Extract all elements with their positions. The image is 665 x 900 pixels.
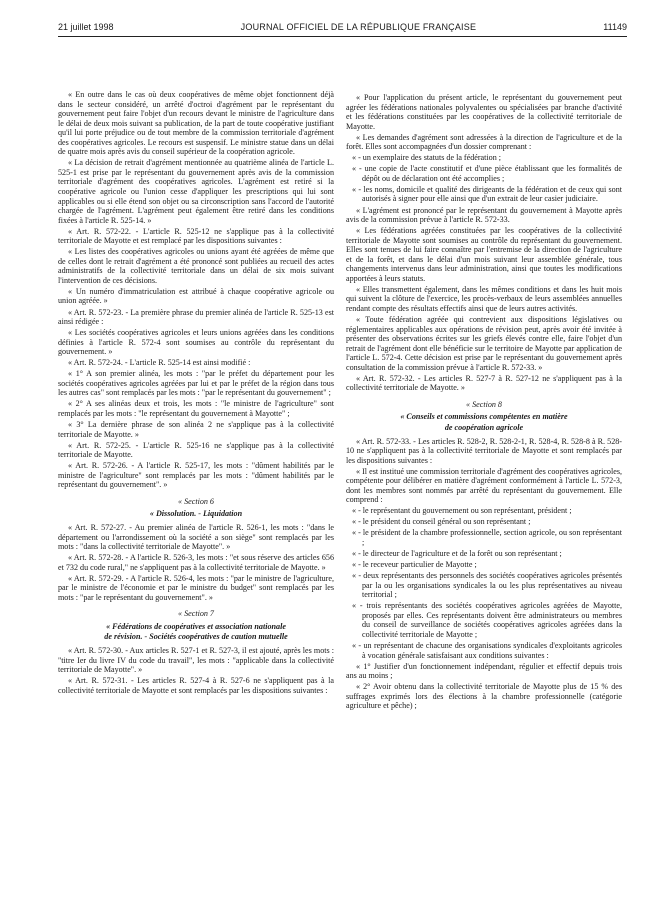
section-heading: « Conseils et commissions compétentes en matière xyxy=(400,412,568,422)
paragraph: « 1° Justifier d'un fonctionnement indépendant, régulier et effectif depuis trois ans au moins ; xyxy=(346,661,622,681)
list-item: « - un représentant de chacune des organisations syndicales d'exploitants agricoles à vocation générale satisfaisant aux conditions suivantes : xyxy=(352,640,622,660)
paragraph: « En outre dans le cas où deux coopératives de même objet fonctionnent déjà dans le secteur considéré, un arrêté d'octroi d'agrément par le représentant du gouvernement peut faire l'objet d'un recours devant le ministre de l'agriculture dans le délai de deux mois suivant sa publication, de la part de toute coopérative justifiant qu'il lui porte préjudice ou de tout membre de la commission territoriale d'agrément des coopératives agricoles. Le recours est suspensif. Le ministre statue dans un délai de quatre mois après avis du conseil supérieur de la coopération agricole. xyxy=(58,90,334,157)
paragraph: « Les fédérations agréées constituées par les coopératives de la collectivité territoriale de Mayotte sont soumises au contrôle du représentant du gouvernement. Elles sont tenues de lui faire connaître par l'entremise de la direction de l'agriculture et de la forêt, et dans le délai d'un mois suivant leur assemblée générale, tous changements intervenus dans leur administration, ainsi que toutes les modifications apportées à leurs statuts. xyxy=(346,226,622,283)
paragraph: « Art. R. 572-23. - La première phrase du premier alinéa de l'article R. 525-13 est ainsi rédigée : xyxy=(58,307,334,327)
section-number: « Section 6 xyxy=(178,496,214,506)
paragraph: « Art. R. 572-24. - L'article R. 525-14 est ainsi modifié : xyxy=(68,358,251,368)
paragraph: « 2° A ses alinéas deux et trois, les mots : "le ministre de l'agriculture" sont remplacés par les mots : "le représentant du gouvernement à Mayotte" ; xyxy=(58,399,334,418)
list-item: « - une copie de l'acte constitutif et d'une pièce établissant que les formalités de dépôt ou de déclaration ont été accomplies ; xyxy=(352,164,622,183)
section-number: « Section 8 xyxy=(466,399,502,409)
paragraph: « Il est institué une commission territoriale d'agrément des coopératives agricoles, compétente pour délibérer en matière d'agrément conformément à l'article L. 572-3, dont les membres sont nommés par arrêté du représentant du gouvernement. Elle comprend : xyxy=(346,466,622,505)
section-heading: « Dissolution. - Liquidation xyxy=(149,509,243,519)
paragraph: « Art. R. 572-22. - L'article R. 525-12 ne s'applique pas à la collectivité territoriale de Mayotte et est remplacé par les dispositions suivantes : xyxy=(58,226,334,246)
right-column xyxy=(346,93,622,893)
paragraph: « Art. R. 572-27. - Au premier alinéa de l'article R. 526-1, les mots : "dans le département ou l'arrondissement où la société a son siège" sont remplacés par les mots : "dans la collectivité territoriale de Mayotte". » xyxy=(58,522,334,552)
paragraph: « 2° Avoir obtenu dans la collectivité territoriale de Mayotte plus de 15 % des suffrages exprimés lors des élections à la chambre professionnelle (catégorie agriculture et pêche) ; xyxy=(346,682,622,711)
list-item: « - le directeur de l'agriculture et de la forêt ou son représentant ; xyxy=(352,549,562,559)
list-item: « - deux représentants des personnels des sociétés coopératives agricoles présentés par la ou les organisations syndicales la ou les plus représentatives au niveau territorial ; xyxy=(352,571,622,600)
list-item: « - les noms, domicile et qualité des dirigeants de la fédération et de ceux qui sont autorisés à signer pour elle ainsi que d'un extrait de leur casier judiciaire. xyxy=(352,184,622,204)
header-date: 21 juillet 1998 xyxy=(58,22,114,32)
paragraph: « Les demandes d'agrément sont adressées à la direction de l'agriculture et de la forêt. Elles sont accompagnées d'un dossier comprenant : xyxy=(346,132,622,152)
list-item: « - le receveur particulier de Mayotte ; xyxy=(352,560,477,570)
page-header xyxy=(58,20,627,34)
paragraph: « 1° A son premier alinéa, les mots : "par le préfet du département pour les sociétés coopératives agricoles agréées par lui et par le préfet de la région dans tous les autres cas" sont remplacés par les mots : "par le représentant du gouvernement" ; xyxy=(58,369,334,398)
section-heading: « Fédérations de coopératives et association nationale xyxy=(106,621,286,631)
header-rule xyxy=(58,36,627,37)
paragraph: « Art. R. 572-31. - Les articles R. 527-4 à R. 527-6 ne s'appliquent pas à la collectivité territoriale de Mayotte et sont remplacés par les dispositions suivantes : xyxy=(58,676,334,695)
list-item: « - un exemplaire des statuts de la fédération ; xyxy=(352,153,502,163)
paragraph: « Pour l'application du présent article, le représentant du gouvernement peut agréer les fédérations nationales polyvalentes ou spécialisées par branche d'activité et les fédérations constituées par les coopératives de la collectivité territoriale de Mayotte. xyxy=(346,93,622,131)
section-heading: de révision. - Sociétés coopératives de caution mutuelle xyxy=(104,632,288,642)
list-item: « - trois représentants des sociétés coopératives agricoles agréées de Mayotte, proposés par elles. Ces représentants doivent être administrateurs ou membres du conseil de surveillance de sociétés coopératives agricoles agréées dans la collectivité territoriale de Mayotte ; xyxy=(352,601,622,639)
paragraph: « Art. R. 572-28. - A l'article R. 526-3, les mots : "et sous réserve des articles 656 et 732 du code rural," ne s'appliquent pas à la collectivité territoriale de Mayotte. » xyxy=(58,553,334,572)
paragraph: « Les sociétés coopératives agricoles et leurs unions agréées dans les conditions définies à l'article R. 572-4 sont soumises au contrôle du représentant du gouvernement. » xyxy=(58,328,334,357)
paragraph: « 3° La dernière phrase de son alinéa 2 ne s'applique pas à la collectivité territoriale de Mayotte. » xyxy=(58,420,334,439)
paragraph: « La décision de retrait d'agrément mentionnée au quatrième alinéa de l'article L. 525-1 est prise par le représentant du gouvernement après avis de la commission territoriale d'agrément des coopératives agricoles. L'agrément est retiré si la coopérative agricole ou l'union cesse d'appliquer les prescriptions qui lui sont applicables ou si elle étend son objet ou sa circonscription sans l'accord de l'autorité chargée de l'agrément. L'agrément peut également être retiré dans les conditions fixées à l'article R. 525-14. » xyxy=(58,158,334,225)
section-number: « Section 7 xyxy=(178,609,214,619)
paragraph: « L'agrément est prononcé par le représentant du gouvernement à Mayotte après avis de la commission prévue à l'article R. 572-33. xyxy=(346,205,622,225)
paragraph: « Toute fédération agréée qui contrevient aux dispositions législatives ou réglementaires applicables aux opérations de révision peut, après avoir été invitée à présenter des observations écrites sur les griefs élevés contre elle, faire l'objet d'un retrait de l'agrément dont elle bénéficie sur le territoire de Mayotte par application de l'article L. 572-4. Cette décision est prise par le représentant du gouvernement après consultation de la commission prévue à l'article R. 572-33. » xyxy=(346,315,622,372)
list-item: « - le président du conseil général ou son représentant ; xyxy=(352,517,531,527)
paragraph: « Art. R. 572-32. - Les articles R. 527-7 à R. 527-12 ne s'appliquent pas à la collectivité territoriale de Mayotte. » xyxy=(346,373,622,393)
list-item: « - le président de la chambre professionnelle, section agricole, ou son représentant ; xyxy=(352,528,622,548)
list-item: « - le représentant du gouvernement ou son représentant, président ; xyxy=(352,506,572,516)
paragraph: « Les listes des coopératives agricoles ou unions ayant été agréées de même que de celles dont le retrait d'agrément a été prononcé sont publiées au recueil des actes administratifs de la collectivité territoriale dans un délai de six mois suivant l'intervention de ces décisions. xyxy=(58,247,334,285)
paragraph: « Art. R. 572-26. - A l'article R. 525-17, les mots : "dûment habilités par le ministre de l'agriculture" sont remplacés par les mots : "dûment habilités par le représentant du gouvernement". » xyxy=(58,461,334,490)
paragraph: « Un numéro d'immatriculation est attribué à chaque coopérative agricole ou union agréée. » xyxy=(58,286,334,306)
paragraph: « Art. R. 572-25. - L'article R. 525-16 ne s'applique pas à la collectivité territoriale de Mayotte. xyxy=(58,440,334,460)
journal-title: JOURNAL OFFICIEL DE LA RÉPUBLIQUE FRANÇAISE xyxy=(240,22,477,32)
paragraph: « Art. R. 572-29. - A l'article R. 526-4, les mots : "par le ministre de l'agriculture, par le ministre de l'économie et par le ministre du budget" sont remplacés par les mots : "par le représentant du gouvernement". » xyxy=(58,573,334,602)
section-heading: de coopération agricole xyxy=(444,423,524,432)
left-column xyxy=(58,90,334,885)
paragraph: « Elles transmettent également, dans les mêmes conditions et dans les huit mois qui suivent la clôture de l'exercice, les procès-verbaux de leurs assemblées annuelles rendant compte des résultats effectifs ainsi que de leurs autres activités. xyxy=(346,284,622,313)
paragraph: « Art. R. 572-33. - Les articles R. 528-2, R. 528-2-1, R. 528-4, R. 528-8 à R. 528-10 ne s'appliquent pas à la collectivité territoriale de Mayotte et sont remplacés par les dispositions suivantes : xyxy=(346,436,622,465)
page-number: 11149 xyxy=(603,22,627,32)
paragraph: « Art. R. 572-30. - Aux articles R. 527-1 et R. 527-3, il est ajouté, après les mots : "titre Ier du livre IV du code du travail", les mots : "applicable dans la collectivité territoriale de Mayotte". » xyxy=(58,645,334,675)
